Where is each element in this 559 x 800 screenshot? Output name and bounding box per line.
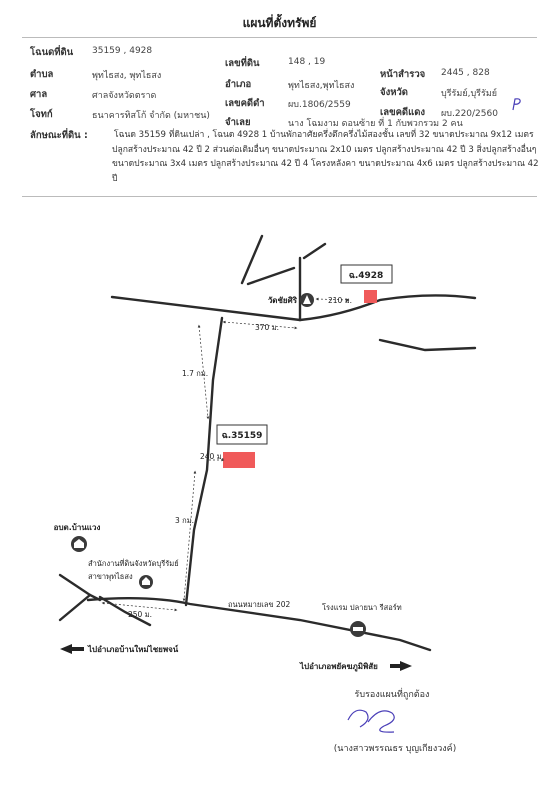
dist-1-7km-label: 1.7 กม. [182,369,209,378]
land-office-label-2: สาขาพุทไธสง [88,572,133,581]
road-upper-ne [304,244,325,258]
plaintiff-label: โจทก์ [30,109,53,120]
district-label: อำเภอ [225,79,252,90]
court-value: ศาลจังหวัดตราด [92,91,157,101]
certify-text: รับรองแผนที่ถูกต้อง [354,690,430,700]
survey-page-label: หน้าสำรวจ [380,69,426,80]
road-southwest-lower [60,595,90,620]
subdistrict-value: พุทไธสง, พุทไธสง [92,71,162,81]
road-202-label: ถนนหมายเลข 202 [228,600,291,609]
arrow-west-icon [60,644,84,654]
province-label: จังหวัด [380,87,408,98]
dist-370-label: 370 ม. [255,323,280,332]
road-north-left [242,236,262,283]
black-case-value: ผบ.1806/2559 [288,100,351,110]
temple-label: วัดชัยศิริ [267,296,297,305]
land-desc-text: โฉนด 35159 ที่ดินเปล่า , โฉนด 4928 1 บ้านพักอาศัยครึ่งตึกครึ่งไม้สองชั้น เลขที่ 32 ขนาดประมาณ 9x12 เมตร ปลูกสร้างประมาณ 42 ปี 2 ส่วนต่อเติมอื่นๆ ขนาดประมาณ 2x10 เมตร ปลูกสร้างประมาณ 42 ปี 3 สิ่งปลูกสร้างอื่นๆ ขนาดประมาณ 3x4 เมตร ปลูกสร้างประมาณ 42 ปี 4 โครงหลังคา ขนาดประมาณ 4x6 เมตร ปลูกสร้างประมาณ 42 ปี [112,130,539,184]
court-label: ศาล [30,89,48,100]
black-case-label: เลขคดีดำ [225,98,265,109]
red-case-label: เลขคดีแดง [380,107,426,118]
deed-no-label: โฉนดที่ดิน [30,47,74,58]
land-no-value: 148 , 19 [288,57,326,67]
to-west-label: ไปอำเภอบ้านใหม่ไชยพจน์ [88,645,179,654]
road-east-spur [380,340,475,350]
hotel-label: โรงแรม ปลายนา รีสอร์ท [322,603,402,612]
parcel-35159-marker [223,452,255,468]
defendant-label: จำเลย [225,117,251,128]
defendant-value: นาง โฉมงาม ดอนซ้าย ที่ 1 กับพวกรวม 2 คน [288,119,463,129]
district-value: พุทไธสง,พุทไธสง [288,81,355,91]
parcel-4928-label: ฉ.4928 [348,271,384,281]
province-value: บุรีรัมย์,บุรีรัมย์ [441,89,498,99]
subdistrict-label: ตำบล [30,69,54,80]
dist-240-label: 240 ม. [200,452,225,461]
road-upper-branch [248,268,294,284]
to-east-label: ไปอำเภอพยัคฆภูมิพิสัย [300,662,378,671]
parcel-35159-label: ฉ.35159 [221,431,263,441]
red-case-value: ผบ.220/2560 [441,109,498,119]
dist-3km-label: 3 กม. [175,516,195,525]
arrow-east-icon [390,661,412,671]
deed-no-value: 35159 , 4928 [92,46,153,56]
parcel-4928-marker [364,290,377,303]
survey-page-value: 2445 , 828 [441,68,490,78]
land-office-label-1: สำนักงานที่ดินจังหวัดบุรีรัมย์ [88,559,179,568]
signature-mark-icon [348,710,394,732]
land-no-label: เลขที่ดิน [225,58,260,69]
road-vertical-main [186,318,225,605]
tao-label: อบต.บ้านแวง [53,523,101,532]
land-desc-label: ลักษณะที่ดิน : [30,130,88,141]
signer-name: (นางสาวพรรณธร บุญเกียงวงค์) [333,744,457,754]
plaintiff-value: ธนาคารทิสโก้ จำกัด (มหาชน) [92,111,210,121]
page-title: แผนที่ตั้งทรัพย์ [242,16,317,30]
dist-250-label: 250 ม. [128,610,153,619]
dist-210-label: 210 ม. [328,296,353,305]
hotel-bed-icon-shape [353,627,363,631]
